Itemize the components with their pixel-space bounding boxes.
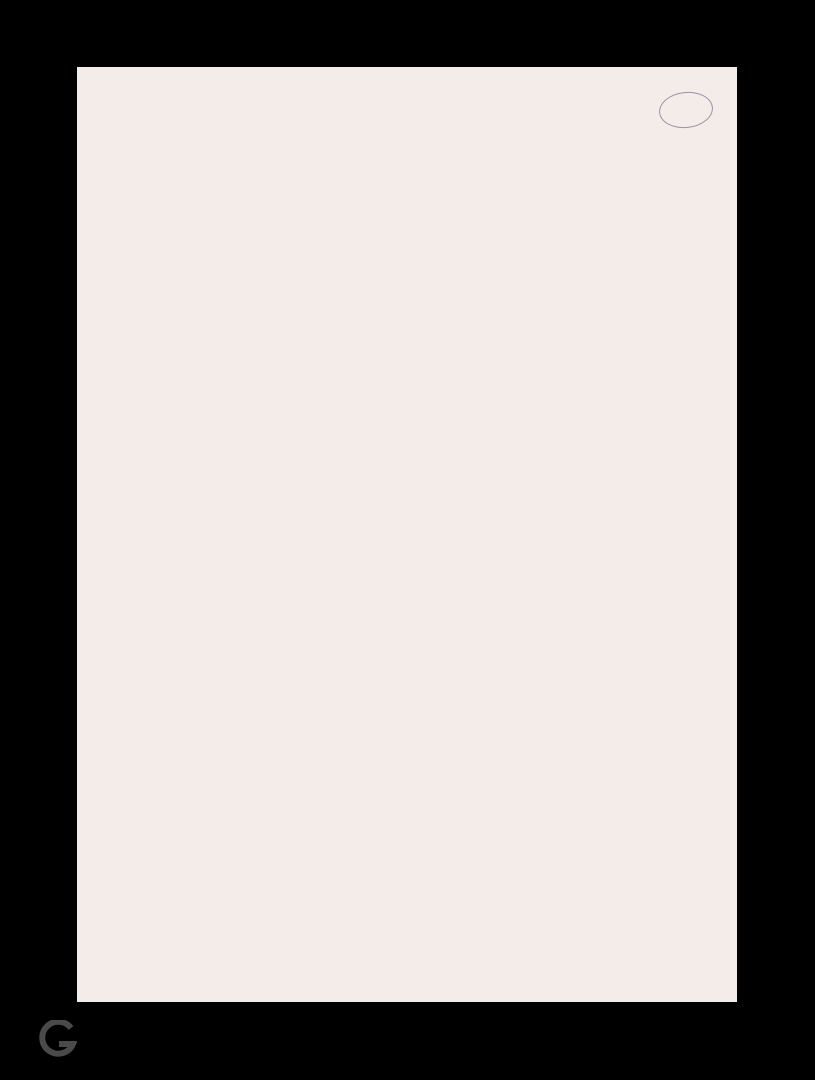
handwritten-page-annotation xyxy=(657,89,714,130)
fondazione-gramsci-logo xyxy=(5,990,205,1075)
logo-g-mark-icon xyxy=(37,1020,77,1060)
scanned-page xyxy=(77,67,737,1002)
